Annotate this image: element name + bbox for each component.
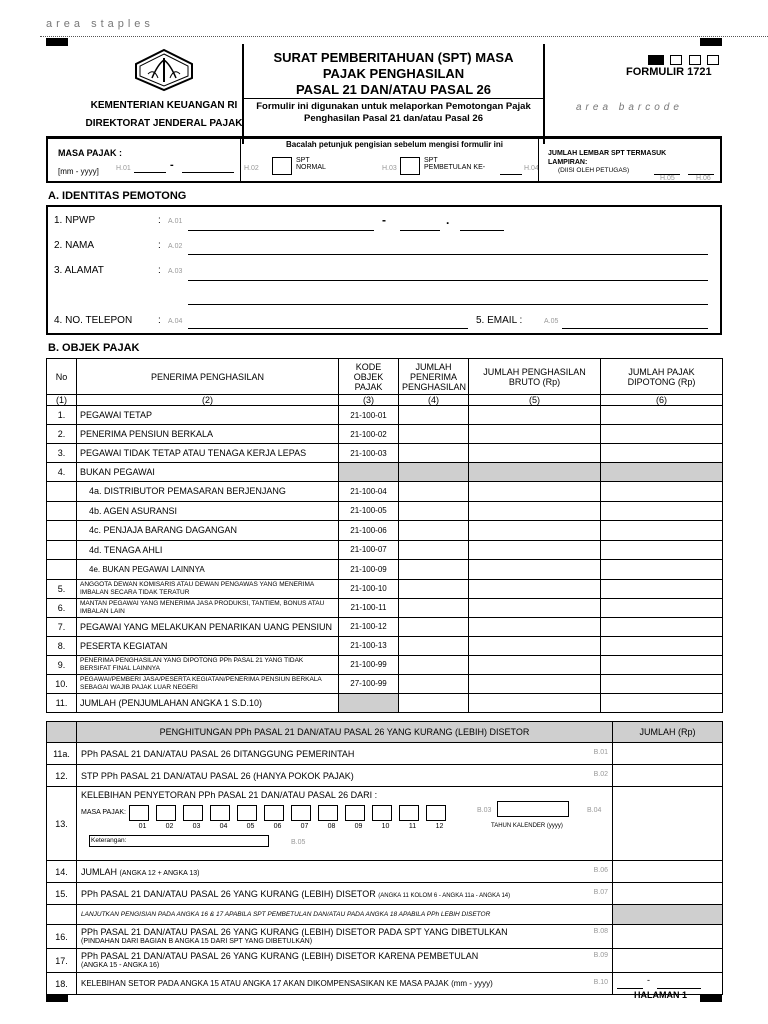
row-number: 9.	[47, 655, 77, 674]
bruto-field[interactable]	[469, 693, 601, 712]
telepon-colon: :	[158, 315, 161, 326]
row-label: PEGAWAI YANG MELAKUKAN PENARIKAN UANG PENSIUN	[77, 617, 339, 636]
period-divider	[240, 139, 241, 181]
pembetulan-number-field[interactable]	[500, 163, 522, 175]
form-purpose: Formulir ini digunakan untuk melaporkan Pemotongan Pajak Penghasilan Pasal 21 dan/atau Pasal 26	[256, 101, 531, 124]
title-separator	[244, 98, 543, 99]
row-code: 21-100-09	[339, 560, 399, 580]
title-line-1: SURAT PEMBERITAHUAN (SPT) MASA	[273, 50, 514, 65]
jumlah-penerima-field[interactable]	[399, 501, 469, 521]
row-number: 11a.	[47, 743, 77, 765]
keterangan-label: Keterangan:	[91, 837, 127, 844]
row-label: JUMLAH (PENJUMLAHAN ANGKA 1 S.D.10)	[77, 693, 339, 712]
month-checkbox-09[interactable]	[345, 805, 365, 821]
amount-field-b09[interactable]	[613, 949, 723, 973]
nama-colon: :	[158, 240, 161, 251]
dipotong-field[interactable]	[601, 674, 723, 693]
alignment-mark-bottom-left	[46, 994, 68, 1002]
idx-2: (2)	[77, 395, 339, 406]
section-b-title: B. OBJEK PAJAK	[48, 342, 140, 354]
code-b10: B.10	[593, 979, 608, 986]
code-h04: H.04	[524, 165, 539, 172]
col-jumlah-penerima: JUMLAH PENERIMA PENGHASILAN	[399, 359, 469, 395]
table-row	[47, 636, 723, 655]
bruto-field[interactable]	[469, 501, 601, 521]
dipotong-field[interactable]	[601, 521, 723, 541]
row-code: 21-100-04	[339, 482, 399, 502]
row-number: 12.	[47, 765, 77, 787]
row-label: KELEBIHAN PENYETORAN PPh PASAL 21 DAN/ATAU PASAL 26 DARI :	[81, 790, 378, 800]
alamat-colon: :	[158, 265, 161, 276]
row-number: 13.	[47, 787, 77, 861]
row-label: PEGAWAI TIDAK TETAP ATAU TENAGA KERJA LEPAS	[77, 444, 339, 463]
month-label: 02	[165, 823, 174, 830]
bruto-field[interactable]	[469, 521, 601, 541]
kompensasi-year-field[interactable]	[657, 977, 701, 989]
alamat-field-2[interactable]	[188, 291, 708, 305]
row-code: 21-100-03	[339, 444, 399, 463]
row-code	[339, 463, 399, 482]
row-code: 21-100-11	[339, 598, 399, 617]
masa-pajak-label: MASA PAJAK :	[58, 148, 123, 158]
row-number: 14.	[47, 861, 77, 883]
bruto-field[interactable]	[469, 617, 601, 636]
telepon-field[interactable]	[188, 315, 468, 329]
section-a-box	[46, 205, 722, 335]
jumlah-penerima-field[interactable]	[399, 579, 469, 598]
month-checkbox-11[interactable]	[399, 805, 419, 821]
dipotong-field[interactable]	[601, 540, 723, 560]
tahun-kalender-field[interactable]	[497, 801, 569, 817]
jumlah-penerima-field[interactable]	[399, 617, 469, 636]
idx-5: (5)	[469, 395, 601, 406]
lanjutkan-note: LANJUTKAN PENGISIAN PADA ANGKA 16 & 17 APABILA SPT PEMBETULAN DAN/ATAU PADA ANGKA 18 APABILA PPh LEBIH DISETOR	[77, 905, 613, 925]
jumlah-lembar-field-2[interactable]	[688, 165, 714, 175]
calc-header-jumlah: JUMLAH (Rp)	[613, 722, 723, 743]
email-label: 5. EMAIL :	[476, 315, 523, 326]
row-number	[47, 521, 77, 541]
dipotong-field[interactable]	[601, 444, 723, 463]
code-h01: H.01	[116, 165, 131, 172]
spt-normal-checkbox[interactable]	[272, 157, 292, 175]
section-a-title: A. IDENTITAS PEMOTONG	[48, 190, 187, 202]
row-label: PEGAWAI/PEMBERI JASA/PESERTA KEGIATAN/PENERIMA PENSIUN BERKALA SEBAGAI WAJIB PAJAK LUAR NEGERI	[77, 674, 339, 693]
row-number: 10.	[47, 674, 77, 693]
row-code: 21-100-10	[339, 579, 399, 598]
jumlah-penerima-field[interactable]	[399, 406, 469, 425]
code-h03: H.03	[382, 165, 397, 172]
amount-field-b06[interactable]	[613, 861, 723, 883]
dipotong-field[interactable]	[601, 579, 723, 598]
row-label: KELEBIHAN SETOR PADA ANGKA 15 ATAU ANGKA 17 AKAN DIKOMPENSASIKAN KE MASA PAJAK (mm - yyyy)	[81, 979, 493, 988]
month-label: 11	[408, 823, 417, 830]
row-number	[47, 560, 77, 580]
npwp-dash-1: -	[382, 213, 386, 227]
bruto-field[interactable]	[469, 579, 601, 598]
month-checkbox-12[interactable]	[426, 805, 446, 821]
row-code: 21-100-05	[339, 501, 399, 521]
row-label: JUMLAH	[81, 866, 118, 877]
col-dipotong: JUMLAH PAJAK DIPOTONG (Rp)	[601, 359, 723, 395]
row-code: 21-100-12	[339, 617, 399, 636]
objek-pajak-table	[46, 358, 723, 713]
jumlah-penerima-field[interactable]	[399, 482, 469, 502]
col-no: No	[47, 359, 77, 395]
row-label: PENERIMA PENGHASILAN YANG DIPOTONG PPh PASAL 21 YANG TIDAK BERSIFAT FINAL LAINNYA	[77, 655, 339, 674]
row-label: PEGAWAI TETAP	[77, 406, 339, 425]
row-number: 4.	[47, 463, 77, 482]
month-checkbox-05[interactable]	[237, 805, 257, 821]
jumlah-penerima-field[interactable]	[399, 674, 469, 693]
row-code: 21-100-02	[339, 425, 399, 444]
table-row	[47, 560, 723, 580]
code-a05: A.05	[544, 318, 559, 325]
calc-header-blank	[47, 722, 77, 743]
code-h05: H.05	[660, 175, 675, 182]
calc-header-label: PENGHITUNGAN PPh PASAL 21 DAN/ATAU PASAL 26 YANG KURANG (LEBIH) DISETOR	[77, 722, 613, 743]
lanjutkan-blank	[47, 905, 77, 925]
row-label: 4b. AGEN ASURANSI	[77, 501, 339, 521]
col-kode: KODE OBJEK PAJAK	[339, 359, 399, 395]
npwp-colon: :	[158, 215, 161, 226]
spt-pembetulan-checkbox[interactable]	[400, 157, 420, 175]
code-b08: B.08	[593, 927, 608, 935]
spt-pembetulan-label: SPT PEMBETULAN KE-	[424, 157, 486, 171]
ministry-name: KEMENTERIAN KEUANGAN RI	[90, 100, 238, 111]
jumlah-penerima-field[interactable]	[399, 693, 469, 712]
row-number: 8.	[47, 636, 77, 655]
table-row	[47, 444, 723, 463]
jumlah-penerima-field[interactable]	[399, 560, 469, 580]
row-note: (ANGKA 15 - ANGKA 16)	[81, 961, 160, 969]
row-code	[339, 693, 399, 712]
table-row	[47, 406, 723, 425]
bruto-field[interactable]	[469, 655, 601, 674]
instruction-text: Bacalah petunjuk pengisian sebelum mengisi formulir ini	[286, 140, 503, 149]
row-number	[47, 482, 77, 502]
kompensasi-dash: -	[647, 975, 650, 985]
calc-row-lanjutkan	[47, 905, 723, 925]
code-b01: B.01	[593, 748, 608, 756]
alamat-field-1[interactable]	[188, 267, 708, 281]
jumlah-lembar-field-1[interactable]	[654, 165, 680, 175]
calc-row-17	[47, 949, 723, 973]
period-dash: -	[170, 159, 174, 171]
form-title	[244, 50, 543, 98]
dipotong-field[interactable]	[601, 636, 723, 655]
calc-row-11a	[47, 743, 723, 765]
row-label: PPh PASAL 21 DAN/ATAU PASAL 26 DITANGGUNG PEMERINTAH	[81, 748, 355, 759]
row-number: 7.	[47, 617, 77, 636]
code-b03: B.03	[477, 807, 492, 814]
jumlah-penerima-field[interactable]	[399, 425, 469, 444]
telepon-label: 4. NO. TELEPON	[54, 315, 133, 326]
month-boxes	[129, 805, 453, 823]
month-label: 09	[354, 823, 363, 830]
bruto-field[interactable]	[469, 560, 601, 580]
nama-label: 2. NAMA	[54, 240, 95, 251]
row-label: STP PPh PASAL 21 DAN/ATAU PASAL 26 (HANYA POKOK PAJAK)	[81, 770, 354, 781]
row-number: 16.	[47, 925, 77, 949]
month-label: 06	[273, 823, 282, 830]
period-month-field[interactable]	[134, 161, 166, 173]
jumlah-penerima-field	[399, 463, 469, 482]
jumlah-penerima-field[interactable]	[399, 444, 469, 463]
table-row	[47, 674, 723, 693]
alamat-label: 3. ALAMAT	[54, 265, 104, 276]
table-header-row	[47, 359, 723, 395]
row-number: 6.	[47, 598, 77, 617]
amount-field-b01[interactable]	[613, 743, 723, 765]
table-row	[47, 482, 723, 502]
title-line-2: PAJAK PENGHASILAN	[322, 66, 465, 81]
alignment-mark-bottom-right	[700, 994, 722, 1002]
bruto-field	[469, 463, 601, 482]
dipotong-field[interactable]	[601, 598, 723, 617]
calc-row-15	[47, 883, 723, 905]
row-number: 11.	[47, 693, 77, 712]
jumlah-penerima-field[interactable]	[399, 521, 469, 541]
jumlah-penerima-field[interactable]	[399, 655, 469, 674]
calc-row-16	[47, 925, 723, 949]
kompensasi-month-field[interactable]	[617, 977, 643, 989]
row-code: 27-100-99	[339, 674, 399, 693]
staples-divider	[40, 36, 768, 37]
jumlah-penerima-field[interactable]	[399, 598, 469, 617]
code-h06: H.06	[696, 175, 711, 182]
month-checkbox-01[interactable]	[129, 805, 149, 821]
month-checkbox-10[interactable]	[372, 805, 392, 821]
row-number: 2.	[47, 425, 77, 444]
row-number	[47, 501, 77, 521]
dipotong-field[interactable]	[601, 425, 723, 444]
month-checkbox-04[interactable]	[210, 805, 230, 821]
idx-3: (3)	[339, 395, 399, 406]
dipotong-field[interactable]	[601, 560, 723, 580]
bruto-field[interactable]	[469, 444, 601, 463]
dipotong-field[interactable]	[601, 655, 723, 674]
row-label: 4a. DISTRIBUTOR PEMASARAN BERJENJANG	[77, 482, 339, 502]
table-row	[47, 598, 723, 617]
code-a01: A.01	[168, 218, 183, 225]
bruto-field[interactable]	[469, 482, 601, 502]
code-b06: B.06	[593, 866, 608, 874]
month-checkbox-08[interactable]	[318, 805, 338, 821]
month-label: 05	[246, 823, 255, 830]
calc-row-12	[47, 765, 723, 787]
row-label: 4c. PENJAJA BARANG DAGANGAN	[77, 521, 339, 541]
npwp-label: 1. NPWP	[54, 215, 96, 226]
row-code: 21-100-07	[339, 540, 399, 560]
code-b05: B.05	[291, 839, 306, 846]
month-checkbox-02[interactable]	[156, 805, 176, 821]
keterangan-field[interactable]	[89, 835, 269, 847]
idx-1: (1)	[47, 395, 77, 406]
table-row	[47, 540, 723, 560]
bruto-field[interactable]	[469, 674, 601, 693]
month-label: 12	[435, 823, 444, 830]
row-label: ANGGOTA DEWAN KOMISARIS ATAU DEWAN PENGAWAS YANG MENERIMA IMBALAN SECARA TIDAK TERATUR	[77, 579, 339, 598]
bruto-field[interactable]	[469, 598, 601, 617]
title-line-3: PASAL 21 DAN/ATAU PASAL 26	[295, 82, 492, 97]
month-label: 03	[192, 823, 201, 830]
table-row	[47, 579, 723, 598]
spt-normal-label: SPT NORMAL	[296, 157, 326, 171]
code-b02: B.02	[593, 770, 608, 778]
table-row	[47, 617, 723, 636]
month-checkbox-03[interactable]	[183, 805, 203, 821]
period-year-field[interactable]	[182, 161, 234, 173]
table-row	[47, 521, 723, 541]
code-h02: H.02	[244, 165, 259, 172]
row-code: 21-100-06	[339, 521, 399, 541]
col-penerima: PENERIMA PENGHASILAN	[77, 359, 339, 395]
row-note: (ANGKA 12 + ANGKA 13)	[119, 869, 200, 877]
amount-field-b07[interactable]	[613, 883, 723, 905]
month-checkbox-06[interactable]	[264, 805, 284, 821]
row-number: 17.	[47, 949, 77, 973]
tahun-kalender-label: TAHUN KALENDER (yyyy)	[491, 823, 563, 829]
row-label: PENERIMA PENSIUN BERKALA	[77, 425, 339, 444]
npwp-field-2[interactable]	[400, 217, 440, 231]
dipotong-field[interactable]	[601, 693, 723, 712]
row-code: 21-100-13	[339, 636, 399, 655]
penghitungan-table	[46, 721, 723, 995]
calc-row-13	[47, 787, 723, 861]
form-number: FORMULIR 1721	[626, 66, 712, 78]
amount-field-b08[interactable]	[613, 925, 723, 949]
masa-pajak-label-13: MASA PAJAK:	[81, 809, 126, 816]
idx-6: (6)	[601, 395, 723, 406]
row-label: MANTAN PEGAWAI YANG MENERIMA JASA PRODUKSI, TANTIEM, BONUS ATAU IMBALAN LAIN	[77, 598, 339, 617]
bruto-field[interactable]	[469, 636, 601, 655]
row-label: PPh PASAL 21 DAN/ATAU PASAL 26 YANG KURANG (LEBIH) DISETOR	[81, 888, 376, 899]
code-b04: B.04	[587, 807, 602, 814]
nama-field[interactable]	[188, 241, 708, 255]
calc-row-14	[47, 861, 723, 883]
bruto-field[interactable]	[469, 406, 601, 425]
month-checkbox-07[interactable]	[291, 805, 311, 821]
row-label: BUKAN PEGAWAI	[77, 463, 339, 482]
page-number: HALAMAN 1	[634, 990, 687, 1000]
table-row	[47, 655, 723, 674]
table-row	[47, 425, 723, 444]
jumlah-lembar-label: JUMLAH LEMBAR SPT TERMASUK LAMPIRAN:	[548, 150, 667, 166]
period-divider-2	[538, 139, 539, 181]
barcode-area-label: area barcode	[576, 102, 683, 113]
row-code: 21-100-99	[339, 655, 399, 674]
bruto-field[interactable]	[469, 425, 601, 444]
period-format-hint: [mm - yyyy]	[58, 167, 99, 176]
period-box	[46, 137, 722, 183]
table-row	[47, 693, 723, 712]
row-number: 1.	[47, 406, 77, 425]
month-labels	[129, 823, 453, 830]
dipotong-field[interactable]	[601, 501, 723, 521]
row-note: (PINDAHAN DARI BAGIAN B ANGKA 15 DARI SPT YANG DIBETULKAN)	[81, 937, 313, 945]
kemenkeu-logo	[134, 48, 194, 92]
dipotong-field[interactable]	[601, 406, 723, 425]
jumlah-penerima-field[interactable]	[399, 636, 469, 655]
amount-field-b02[interactable]	[613, 765, 723, 787]
month-label: 07	[300, 823, 309, 830]
index-row	[47, 395, 723, 406]
lanjutkan-shade	[613, 905, 723, 925]
month-label: 01	[138, 823, 147, 830]
header-divider-right	[543, 44, 545, 144]
row-number: 3.	[47, 444, 77, 463]
code-b07: B.07	[593, 888, 608, 896]
dipotong-field[interactable]	[601, 482, 723, 502]
npwp-field-3[interactable]	[460, 217, 504, 231]
month-label: 08	[327, 823, 336, 830]
row-label: PPh PASAL 21 DAN/ATAU PASAL 26 YANG KURANG (LEBIH) DISETOR PADA SPT YANG DIBETULKAN	[81, 926, 508, 937]
jumlah-penerima-field[interactable]	[399, 540, 469, 560]
dipotong-field	[601, 463, 723, 482]
npwp-field-1[interactable]	[188, 217, 374, 231]
table-row	[47, 463, 723, 482]
row-number: 18.	[47, 973, 77, 995]
row-number: 5.	[47, 579, 77, 598]
code-b09: B.09	[593, 951, 608, 959]
idx-4: (4)	[399, 395, 469, 406]
bruto-field[interactable]	[469, 540, 601, 560]
row-label: PESERTA KEGIATAN	[77, 636, 339, 655]
amount-field-13[interactable]	[613, 787, 723, 861]
code-a02: A.02	[168, 243, 183, 250]
row-number: 15.	[47, 883, 77, 905]
diisi-petugas-label: (DIISI OLEH PETUGAS)	[558, 167, 630, 174]
row-label: PPh PASAL 21 DAN/ATAU PASAL 26 YANG KURANG (LEBIH) DISETOR KARENA PEMBETULAN	[81, 950, 479, 961]
row-note: (ANGKA 11 KOLOM 6 - ANGKA 11a - ANGKA 14)	[378, 892, 511, 899]
directorate-name: DIREKTORAT JENDERAL PAJAK	[85, 118, 243, 129]
npwp-dot: .	[446, 213, 450, 227]
staples-area-label: area staples	[46, 18, 154, 30]
row-label: 4d. TENAGA AHLI	[77, 540, 339, 560]
calc-row-18	[47, 973, 723, 995]
month-label: 10	[381, 823, 390, 830]
row-code: 21-100-01	[339, 406, 399, 425]
calc-header-row	[47, 722, 723, 743]
dipotong-field[interactable]	[601, 617, 723, 636]
email-field[interactable]	[562, 315, 708, 329]
row-label: 4e. BUKAN PEGAWAI LAINNYA	[77, 560, 339, 580]
code-a04: A.04	[168, 318, 183, 325]
col-bruto: JUMLAH PENGHASILAN BRUTO (Rp)	[469, 359, 601, 395]
code-a03: A.03	[168, 268, 183, 275]
month-label: 04	[219, 823, 228, 830]
row-number	[47, 540, 77, 560]
table-row	[47, 501, 723, 521]
